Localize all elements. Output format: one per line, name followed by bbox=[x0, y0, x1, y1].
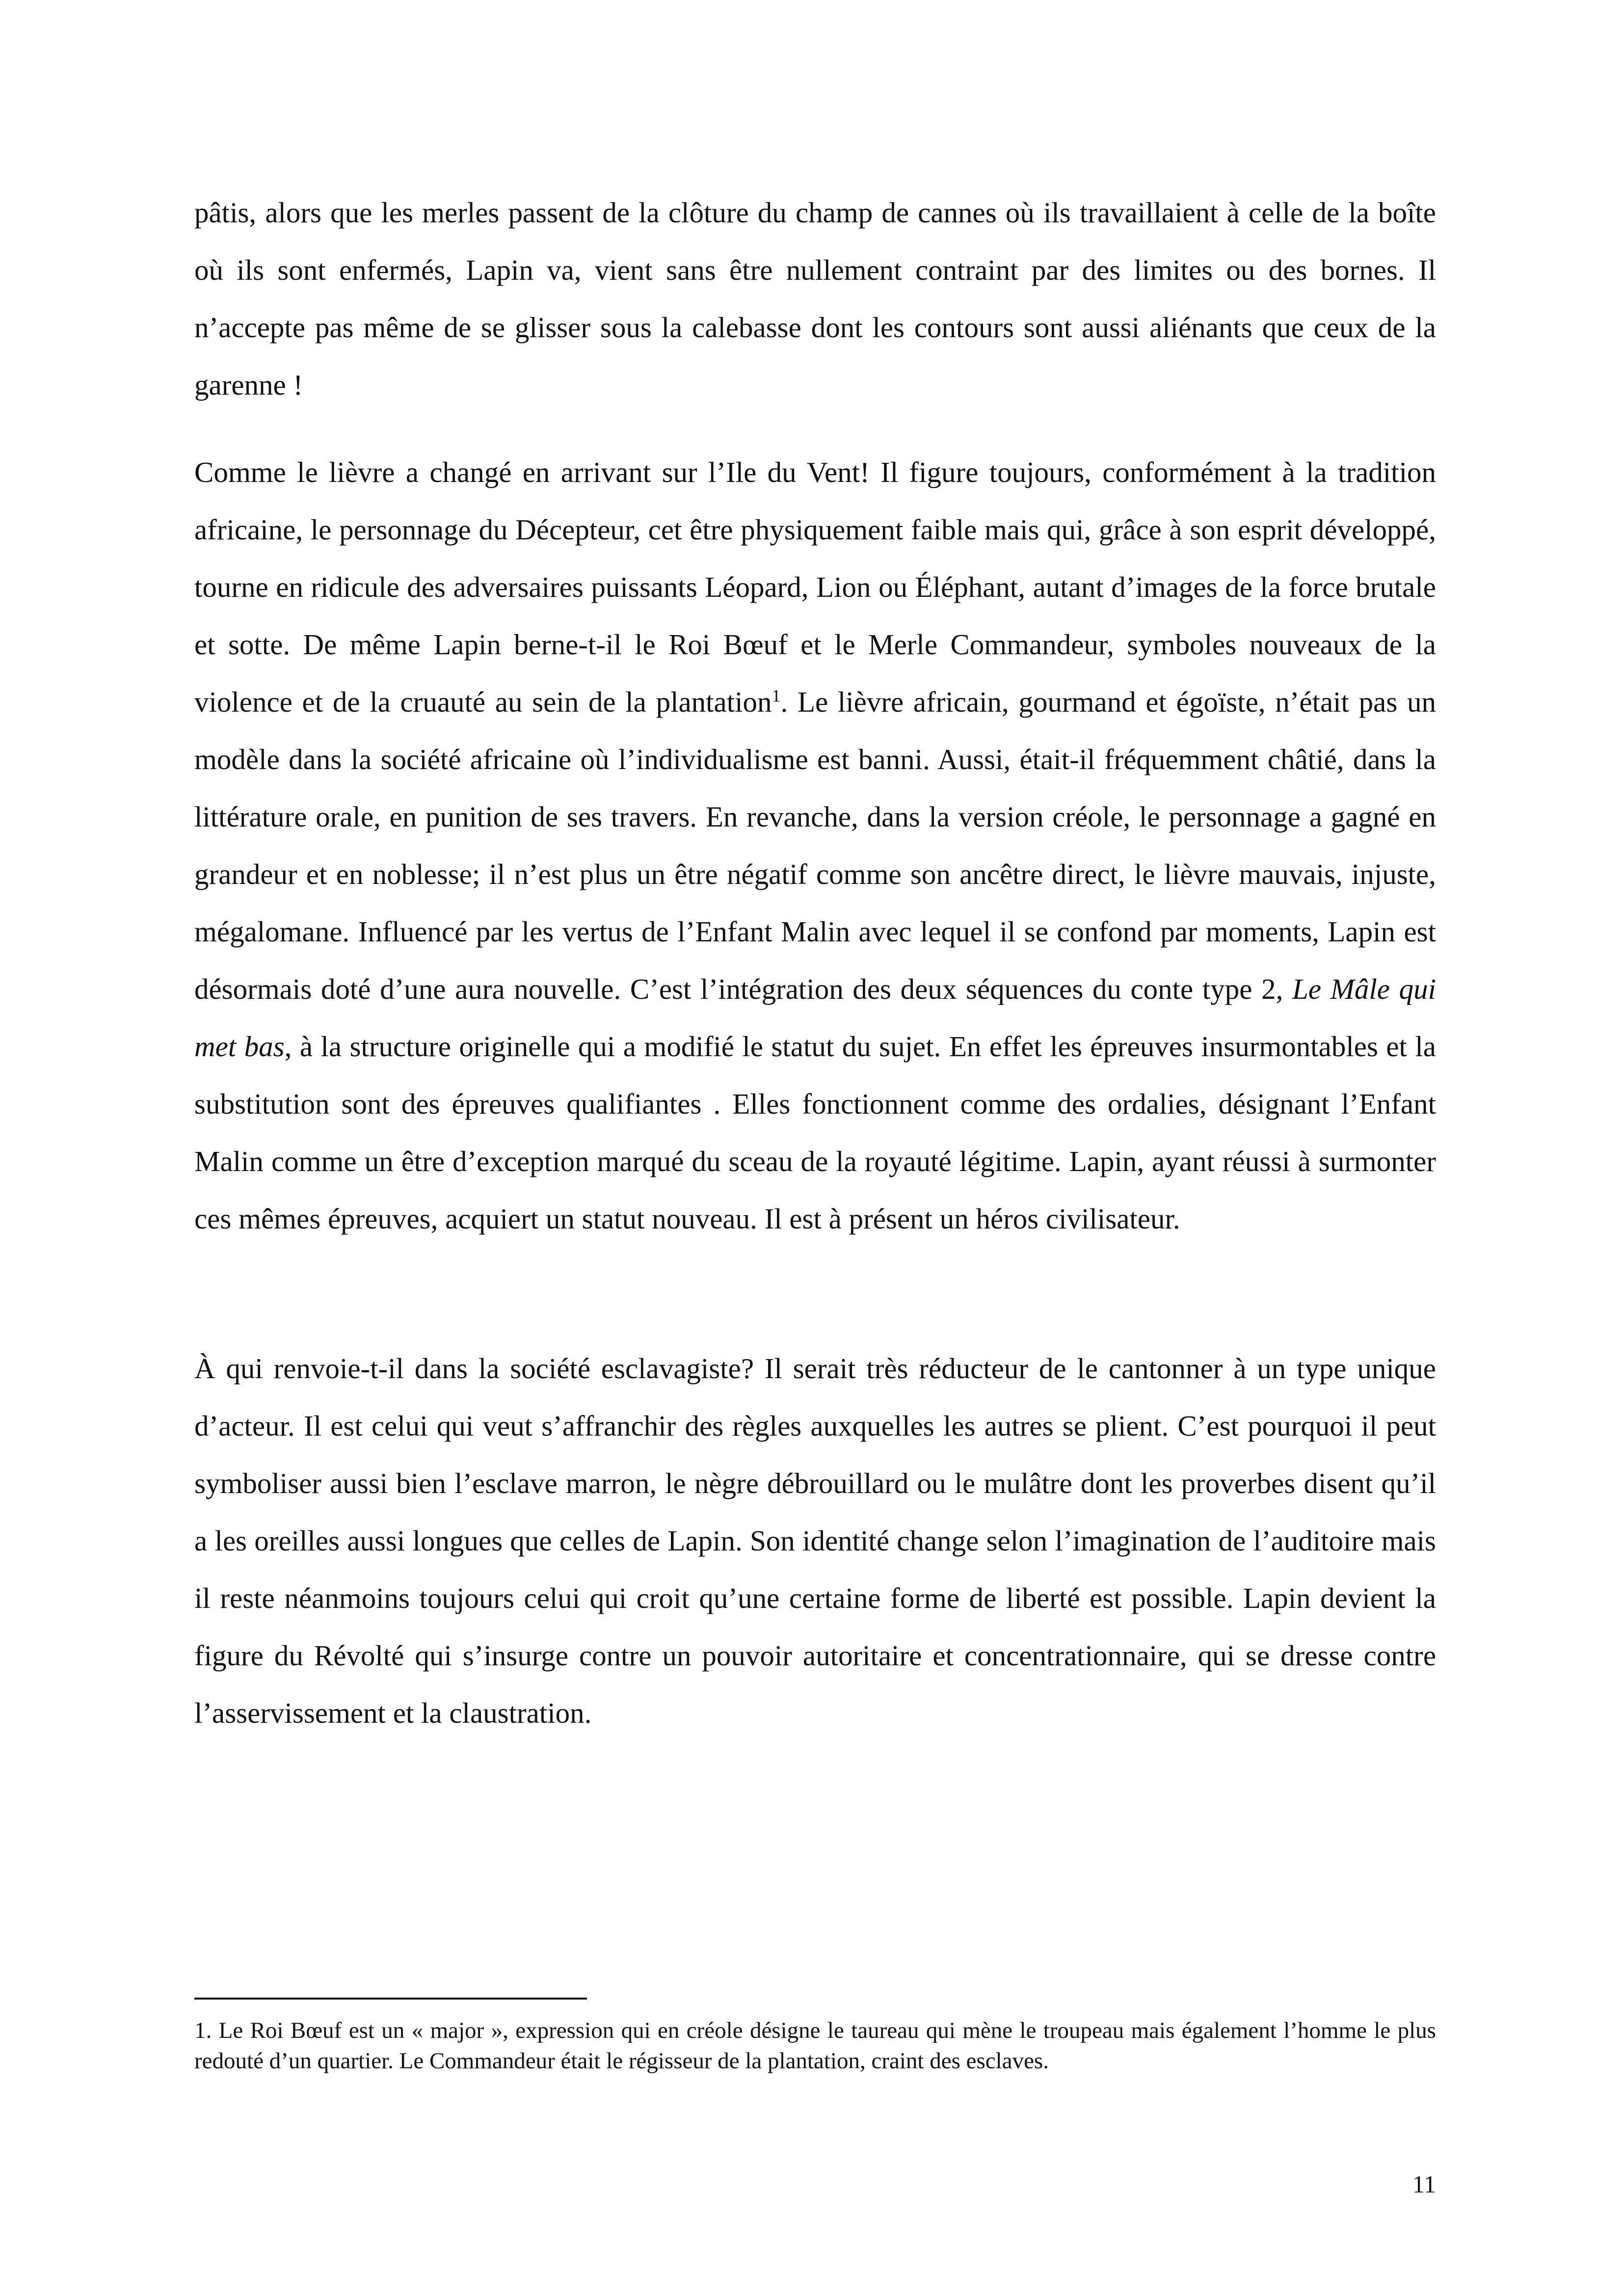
page-number: 11 bbox=[1412, 2170, 1436, 2198]
paragraph-2-part-a: Comme le lièvre a changé en arrivant sur l’Ile du Vent! Il figure toujours, conformément à la tradition africaine, le personnage du Décepteur, cet être physiquement faible mais qui, grâce à son esprit développé, tourne en ridicule des adversaires puissants Léopard, Lion ou Éléphant, autant d’images de la force brutale et sotte. De même Lapin berne-t-il le Roi Bœuf et le Merle Commandeur, symboles nouveaux de la violence et de la cruauté au sein de la plantation bbox=[194, 456, 1436, 718]
paragraph-2-part-b: . Le lièvre africain, gourmand et égoïste, n’était pas un modèle dans la société africaine où l’individualisme est banni. Aussi, était-il fréquemment châtié, dans la littérature orale, en punition de ses travers. En revanche, dans la version créole, le personnage a gagné en grandeur et en noblesse; il n’est plus un être négatif comme son ancêtre direct, le lièvre mauvais, injuste, mégalomane. Influencé par les vertus de l’Enfant Malin avec lequel il se confond par moments, Lapin est désormais doté d’une aura nouvelle. C’est l’intégration des deux séquences du conte type 2, bbox=[194, 686, 1436, 1005]
paragraph-1: pâtis, alors que les merles passent de la clôture du champ de cannes où ils travaillaient à celle de la boîte où ils sont enfermés, Lapin va, vient sans être nullement contraint par des limites ou des bornes. Il n’accepte pas même de se glisser sous la calebasse dont les contours sont aussi aliénants que ceux de la garenne ! bbox=[194, 196, 1436, 401]
paragraph-2 bbox=[194, 444, 1436, 1248]
footnote-separator bbox=[194, 1998, 587, 2000]
paragraph-2-part-c: , à la structure originelle qui a modifié le statut du sujet. En effet les épreuves insurmontables et la substitution sont des épreuves qualifiantes . Elles fonctionnent comme des ordalies, désignant l’Enfant Malin comme un être d’exception marqué du sceau de la royauté légitime. Lapin, ayant réussi à surmonter ces mêmes épreuves, acquiert un statut nouveau. Il est à présent un héros civilisateur. bbox=[194, 1030, 1436, 1235]
footnote-1: 1. Le Roi Bœuf est un « major », expression qui en créole désigne le taureau qui mène le troupeau mais également l’homme le plus redouté d’un quartier. Le Commandeur était le régisseur de la plantation, craint des esclaves. bbox=[194, 2018, 1436, 2074]
tale-title: Le Mâle qui met bas bbox=[194, 973, 1436, 1063]
footnote-reference[interactable]: 1 bbox=[772, 686, 781, 706]
paragraph-3: À qui renvoie-t-il dans la société esclavagiste? Il serait très réducteur de le cantonner à un type unique d’acteur. Il est celui qui veut s’affranchir des règles auxquelles les autres se plient. C’est pourquoi il peut symboliser aussi bien l’esclave marron, le nègre débrouillard ou le mulâtre dont les proverbes disent qu’il a les oreilles aussi longues que celles de Lapin. Son identité change selon l’imagination de l’auditoire mais il reste néanmoins toujours celui qui croit qu’une certaine forme de liberté est possible. Lapin devient la figure du Révolté qui s’insurge contre un pouvoir autoritaire et concentrationnaire, qui se dresse contre l’asservissement et la claustration. bbox=[194, 1352, 1436, 1729]
